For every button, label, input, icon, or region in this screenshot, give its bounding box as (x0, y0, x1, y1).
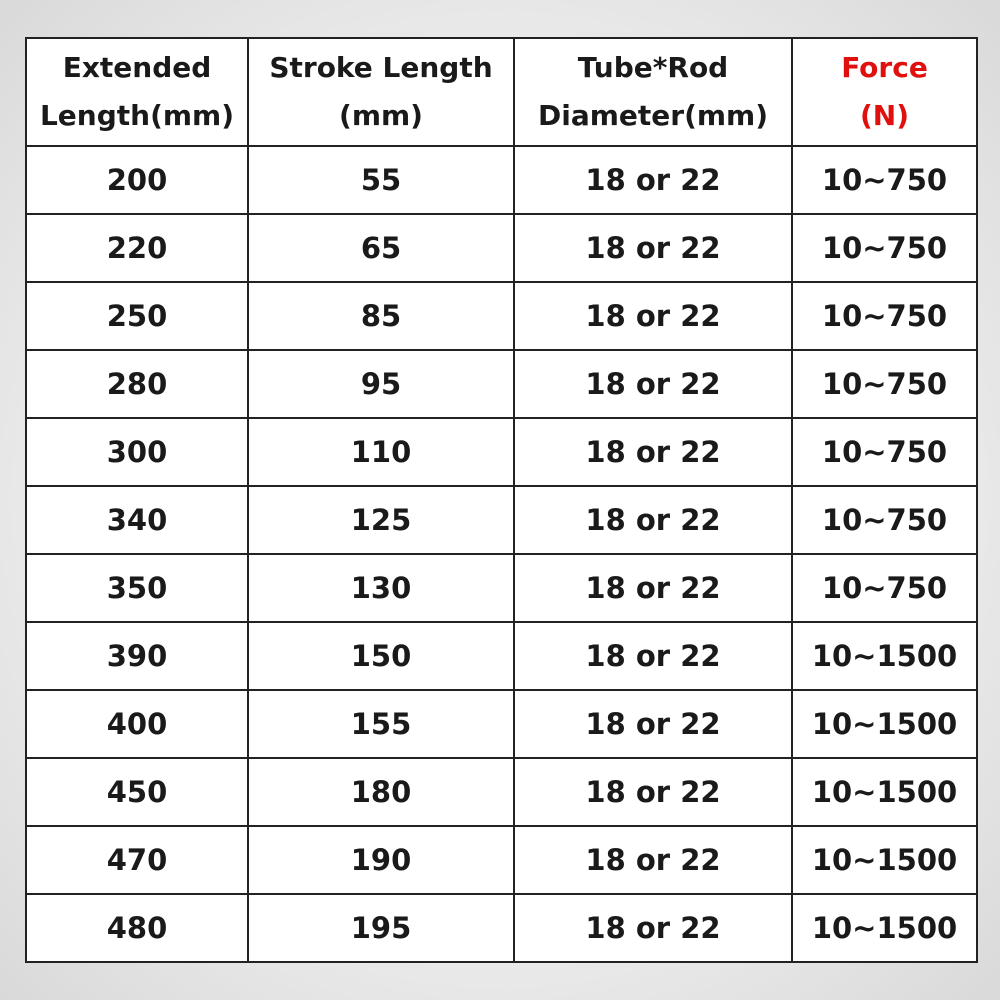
table-row (26, 214, 977, 282)
cell-extended-length: 450 (26, 758, 248, 826)
cell-force: 10~750 (792, 214, 977, 282)
table-row (26, 554, 977, 622)
cell-tube-rod-diameter: 18 or 22 (514, 146, 792, 214)
header-line: (mm) (339, 99, 423, 132)
header-extended-length (26, 38, 248, 146)
header-stroke-length (248, 38, 514, 146)
cell-force: 10~750 (792, 282, 977, 350)
cell-extended-length: 340 (26, 486, 248, 554)
header-line: Diameter(mm) (537, 99, 769, 132)
cell-stroke-length: 55 (248, 146, 514, 214)
header-line: (N) (859, 99, 910, 132)
cell-force: 10~1500 (792, 622, 977, 690)
cell-force: 10~750 (792, 418, 977, 486)
cell-tube-rod-diameter: 18 or 22 (514, 282, 792, 350)
table-row (26, 146, 977, 214)
cell-tube-rod-diameter: 18 or 22 (514, 622, 792, 690)
cell-extended-length: 480 (26, 894, 248, 962)
cell-force: 10~750 (792, 486, 977, 554)
cell-stroke-length: 95 (248, 350, 514, 418)
cell-tube-rod-diameter: 18 or 22 (514, 690, 792, 758)
table-row (26, 418, 977, 486)
cell-tube-rod-diameter: 18 or 22 (514, 826, 792, 894)
cell-tube-rod-diameter: 18 or 22 (514, 486, 792, 554)
table-body (26, 146, 977, 962)
table-row (26, 758, 977, 826)
cell-tube-rod-diameter: 18 or 22 (514, 350, 792, 418)
header-line: Tube*Rod (577, 51, 729, 84)
cell-extended-length: 350 (26, 554, 248, 622)
table-row (26, 622, 977, 690)
table-row (26, 282, 977, 350)
spec-table (25, 37, 978, 963)
table-row (26, 826, 977, 894)
cell-stroke-length: 85 (248, 282, 514, 350)
cell-extended-length: 220 (26, 214, 248, 282)
cell-tube-rod-diameter: 18 or 22 (514, 758, 792, 826)
table-row (26, 350, 977, 418)
cell-tube-rod-diameter: 18 or 22 (514, 554, 792, 622)
cell-stroke-length: 150 (248, 622, 514, 690)
table-row (26, 894, 977, 962)
table-header-row (26, 38, 977, 146)
cell-stroke-length: 125 (248, 486, 514, 554)
cell-tube-rod-diameter: 18 or 22 (514, 894, 792, 962)
cell-force: 10~750 (792, 146, 977, 214)
cell-stroke-length: 195 (248, 894, 514, 962)
header-line: Force (841, 51, 928, 84)
cell-stroke-length: 155 (248, 690, 514, 758)
cell-extended-length: 250 (26, 282, 248, 350)
cell-tube-rod-diameter: 18 or 22 (514, 214, 792, 282)
header-line: Extended (62, 51, 212, 84)
cell-force: 10~1500 (792, 894, 977, 962)
cell-tube-rod-diameter: 18 or 22 (514, 418, 792, 486)
cell-extended-length: 200 (26, 146, 248, 214)
header-line: Length(mm) (39, 99, 235, 132)
cell-force: 10~1500 (792, 690, 977, 758)
cell-force: 10~1500 (792, 826, 977, 894)
table-row (26, 690, 977, 758)
cell-stroke-length: 190 (248, 826, 514, 894)
cell-extended-length: 300 (26, 418, 248, 486)
cell-stroke-length: 110 (248, 418, 514, 486)
header-force (792, 38, 977, 146)
cell-extended-length: 400 (26, 690, 248, 758)
cell-stroke-length: 180 (248, 758, 514, 826)
header-tube-rod-diameter (514, 38, 792, 146)
cell-force: 10~750 (792, 554, 977, 622)
header-line: Stroke Length (269, 51, 493, 84)
cell-stroke-length: 130 (248, 554, 514, 622)
table-row (26, 486, 977, 554)
cell-force: 10~1500 (792, 758, 977, 826)
cell-stroke-length: 65 (248, 214, 514, 282)
cell-extended-length: 280 (26, 350, 248, 418)
cell-extended-length: 470 (26, 826, 248, 894)
spec-table-frame (25, 37, 976, 963)
cell-force: 10~750 (792, 350, 977, 418)
cell-extended-length: 390 (26, 622, 248, 690)
